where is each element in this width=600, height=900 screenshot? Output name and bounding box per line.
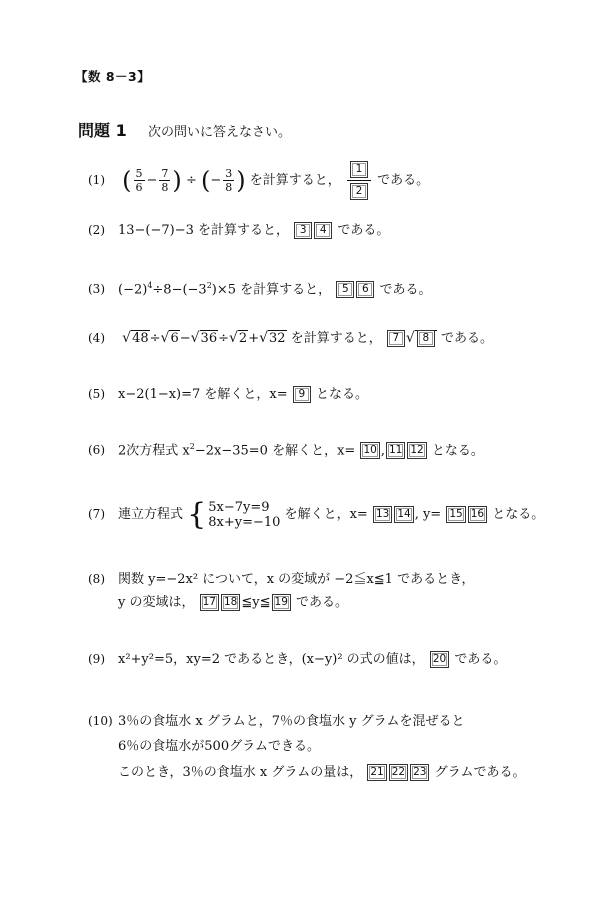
problem-text: このとき，3％の食塩水 x グラムの量は， [118, 765, 363, 780]
problem-text: を計算すると， [249, 173, 341, 188]
problem-text: )×5 を計算すると， [211, 282, 332, 298]
answer-box-8[interactable]: 8 [417, 330, 435, 347]
problem-text: となる。 [315, 387, 368, 402]
problem-text: y の変域は， [118, 595, 195, 610]
problem-text: −2x−35=0 を解くと，x= [194, 443, 356, 459]
problem-text: 3％の食塩水 x グラムと，7％の食塩水 y グラムを混ぜると [118, 714, 465, 729]
question-instruction: 次の問いに答えなさい。 [148, 125, 292, 140]
exponent: 4 [147, 281, 153, 290]
paren-open: ( [122, 166, 132, 195]
operator: + [248, 331, 260, 346]
answer-box-3[interactable]: 3 [294, 222, 312, 239]
problem-text: となる。 [431, 443, 484, 459]
problem-text: x−2(1−x)=7 を解くと，x= [118, 387, 288, 402]
problem-number: (5) [88, 387, 105, 401]
denominator: 6 [135, 181, 143, 194]
problem-number: (2) [88, 223, 105, 237]
problem-number: (10) [88, 714, 113, 728]
answer-box-16[interactable]: 16 [468, 506, 487, 523]
problem-4 [88, 329, 493, 348]
problem-10-line-2 [118, 738, 320, 756]
numerator: 3 [225, 167, 233, 180]
question-title: 問題 1 [78, 121, 127, 140]
operator: − [179, 331, 191, 346]
brace: { [187, 496, 207, 532]
answer-box-12[interactable]: 12 [407, 442, 426, 459]
problem-number: (8) [88, 572, 105, 586]
answer-box-14[interactable]: 14 [394, 506, 413, 523]
answer-fraction [347, 161, 371, 200]
sqrt-6: √6 [160, 330, 179, 346]
numerator: 5 [135, 167, 143, 180]
sqrt-2: √2 [229, 330, 248, 346]
problem-1 [88, 160, 429, 201]
answer-box-11[interactable]: 11 [386, 442, 405, 459]
problem-text: (−2) [118, 282, 148, 298]
problem-text: を解くと，x= [284, 507, 368, 522]
paren-close: ) [172, 166, 182, 195]
answer-box-9[interactable]: 9 [293, 386, 311, 403]
problem-text: 2次方程式 x [118, 443, 190, 459]
answer-box-15[interactable]: 15 [446, 506, 465, 523]
page-header: 【数 8－3】 [75, 69, 151, 84]
separator: , [380, 443, 385, 459]
problem-text: 連立方程式 [118, 507, 184, 522]
problem-number: (9) [88, 652, 105, 666]
sqrt-36: √36 [190, 330, 218, 346]
problem-number: (4) [88, 331, 105, 345]
problem-text: グラムである。 [434, 765, 526, 780]
numerator: 7 [161, 167, 169, 180]
problem-text: ÷8−(−3 [152, 282, 207, 298]
answer-box-22[interactable]: 22 [389, 764, 408, 781]
answer-box-17[interactable]: 17 [200, 594, 219, 611]
operator: ÷ [149, 331, 161, 346]
answer-box-4[interactable]: 4 [314, 222, 332, 239]
problem-text: となる。 [492, 507, 545, 522]
fraction-3-8 [223, 167, 234, 194]
equation-1: 5x−7y=9 [208, 499, 270, 515]
answer-box-1[interactable]: 1 [350, 161, 368, 178]
problem-10-line-3 [118, 764, 526, 782]
problem-text: , y= [414, 507, 442, 522]
sqrt-answer: √ 8 [406, 329, 437, 348]
problem-text: である。 [296, 595, 349, 610]
denominator: 8 [225, 181, 233, 194]
problem-7 [88, 496, 544, 533]
problem-number: (7) [88, 507, 105, 521]
problem-text: である。 [440, 331, 493, 346]
equation-2: 8x+y=−10 [208, 514, 281, 530]
problem-text: 13−(−7)−3 を計算すると， [118, 223, 290, 238]
operator: − [210, 173, 222, 188]
exponent: 2 [206, 281, 212, 290]
problem-8 [88, 570, 475, 589]
problem-number: (6) [88, 443, 105, 458]
problem-text: x²+y²=5，xy=2 であるとき，(x−y)² の式の値は， [118, 652, 425, 667]
problem-text: 関数 y=−2x² について，x の変域が −2≦x≦1 であるとき， [118, 572, 475, 587]
problem-6 [88, 438, 484, 460]
problem-text: である。 [377, 173, 430, 188]
paren-close: ) [236, 166, 246, 195]
problem-8-line-2 [118, 594, 348, 612]
answer-box-21[interactable]: 21 [367, 764, 386, 781]
operator: ÷ [218, 331, 229, 346]
answer-box-2[interactable]: 2 [350, 183, 368, 200]
problem-text: である。 [337, 223, 390, 238]
problem-number: (3) [88, 282, 105, 297]
answer-box-13[interactable]: 13 [373, 506, 392, 523]
exponent: 2 [189, 442, 195, 451]
answer-box-20[interactable]: 20 [430, 651, 449, 668]
answer-box-10[interactable]: 10 [360, 442, 379, 459]
answer-box-6[interactable]: 6 [356, 281, 374, 298]
sqrt-32: √32 [259, 330, 286, 346]
problem-2 [88, 221, 389, 240]
problem-text: である。 [379, 282, 432, 298]
operator: − [146, 173, 158, 188]
paren-open: ( [200, 166, 211, 195]
answer-box-7[interactable]: 7 [387, 330, 405, 347]
problem-10 [88, 712, 465, 731]
problem-text: を計算すると， [290, 331, 382, 346]
fraction-5-6 [134, 167, 145, 194]
answer-box-5[interactable]: 5 [336, 281, 354, 298]
problem-3 [88, 277, 431, 299]
problem-text: である。 [454, 652, 507, 667]
problem-text: 6％の食塩水が500グラムできる。 [118, 739, 320, 754]
answer-box-18[interactable]: 18 [221, 594, 240, 611]
denominator: 8 [161, 181, 169, 194]
equation-system [208, 500, 280, 530]
fraction-7-8 [159, 167, 170, 194]
answer-box-23[interactable]: 23 [410, 764, 429, 781]
sqrt-48: √48 [122, 330, 149, 346]
operator: ÷ [185, 173, 197, 188]
problem-9 [88, 650, 506, 669]
problem-5 [88, 385, 368, 404]
answer-box-19[interactable]: 19 [272, 594, 291, 611]
problem-text: ≦y≦ [241, 595, 271, 610]
problem-number: (1) [88, 173, 105, 187]
